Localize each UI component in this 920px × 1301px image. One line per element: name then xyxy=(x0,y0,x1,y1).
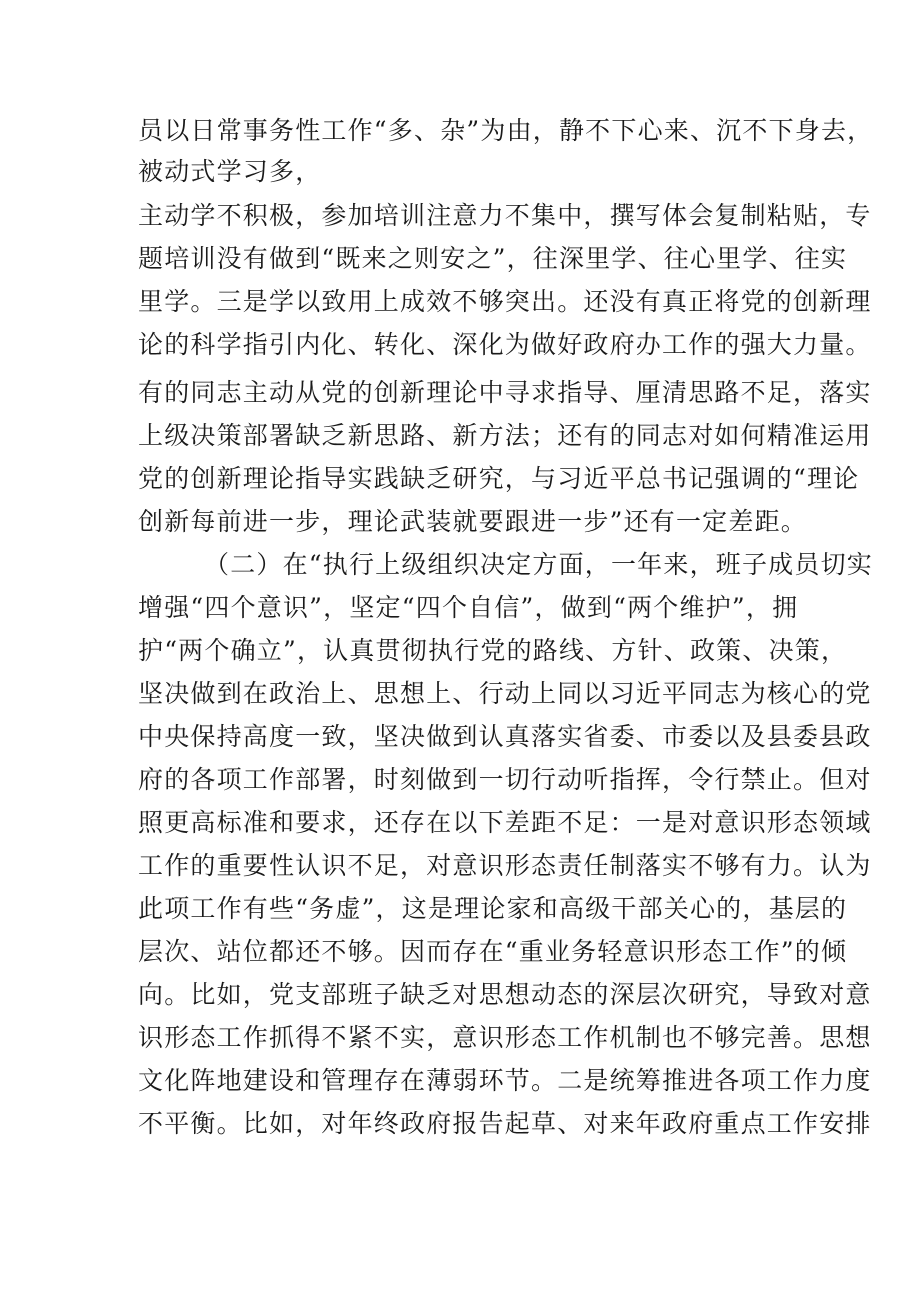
text-line: 里学。三是学以致用上成效不够突出。还没有真正将党的创新理 xyxy=(138,287,872,316)
text-line: 党的创新理论指导实践缺乏研究，与习近平总书记强调的“理论 xyxy=(138,464,860,493)
text-line: 向。比如，党支部班子缺乏对思想动态的深层次研究，导致对意 xyxy=(138,980,872,1009)
text-line: 增强“四个意识”，坚定“四个自信”，做到“两个维护”，拥 xyxy=(138,593,799,622)
text-line: 护“两个确立”，认真贯彻执行党的路线、方针、政策、决策， xyxy=(138,636,848,665)
text-line: 题培训没有做到“既来之则安之”，往深里学、往心里学、往实 xyxy=(138,244,848,273)
text-line: 识形态工作抓得不紧不实，意识形态工作机制也不够完善。思想 xyxy=(138,1023,872,1052)
text-line: 创新每前进一步，理论武装就要跟进一步”还有一定差距。 xyxy=(138,507,807,536)
text-line: 论的科学指引内化、转化、深化为做好政府办工作的强大力量。 xyxy=(138,330,872,359)
text-line: 不平衡。比如，对年终政府报告起草、对来年政府重点工作安排 xyxy=(138,1109,872,1138)
text-line: 上级决策部署缺乏新思路、新方法；还有的同志对如何精准运用 xyxy=(138,421,872,450)
text-line: 中央保持高度一致，坚决做到认真落实省委、市委以及县委县政 xyxy=(138,722,872,751)
text-line: 有的同志主动从党的创新理论中寻求指导、厘清思路不足，落实 xyxy=(138,378,872,407)
text-line: 被动式学习多， xyxy=(138,157,322,186)
text-line: 此项工作有些“务虚”，这是理论家和高级干部关心的，基层的 xyxy=(138,894,848,923)
text-line: 主动学不积极，参加培训注意力不集中，撰写体会复制粘贴，专 xyxy=(138,201,872,230)
text-line: 工作的重要性认识不足，对意识形态责任制落实不够有力。认为 xyxy=(138,851,872,880)
text-line: 坚决做到在政治上、思想上、行动上同以习近平同志为核心的党 xyxy=(138,679,872,708)
text-line: 府的各项工作部署，时刻做到一切行动听指挥，令行禁止。但对 xyxy=(138,765,872,794)
paragraph-heading: （二）在“执行上级组织决定方面，一年来，班子成员切实 xyxy=(204,550,873,579)
text-line: 层次、站位都还不够。因而存在“重业务轻意识形态工作”的倾 xyxy=(138,937,848,966)
text-line: 员以日常事务性工作“多、杂”为由，静不下心来、沉不下身去， xyxy=(138,116,874,145)
text-line: 照更高标准和要求，还存在以下差距不足：一是对意识形态领域 xyxy=(138,808,872,837)
text-line: 文化阵地建设和管理存在薄弱环节。二是统筹推进各项工作力度 xyxy=(138,1066,872,1095)
